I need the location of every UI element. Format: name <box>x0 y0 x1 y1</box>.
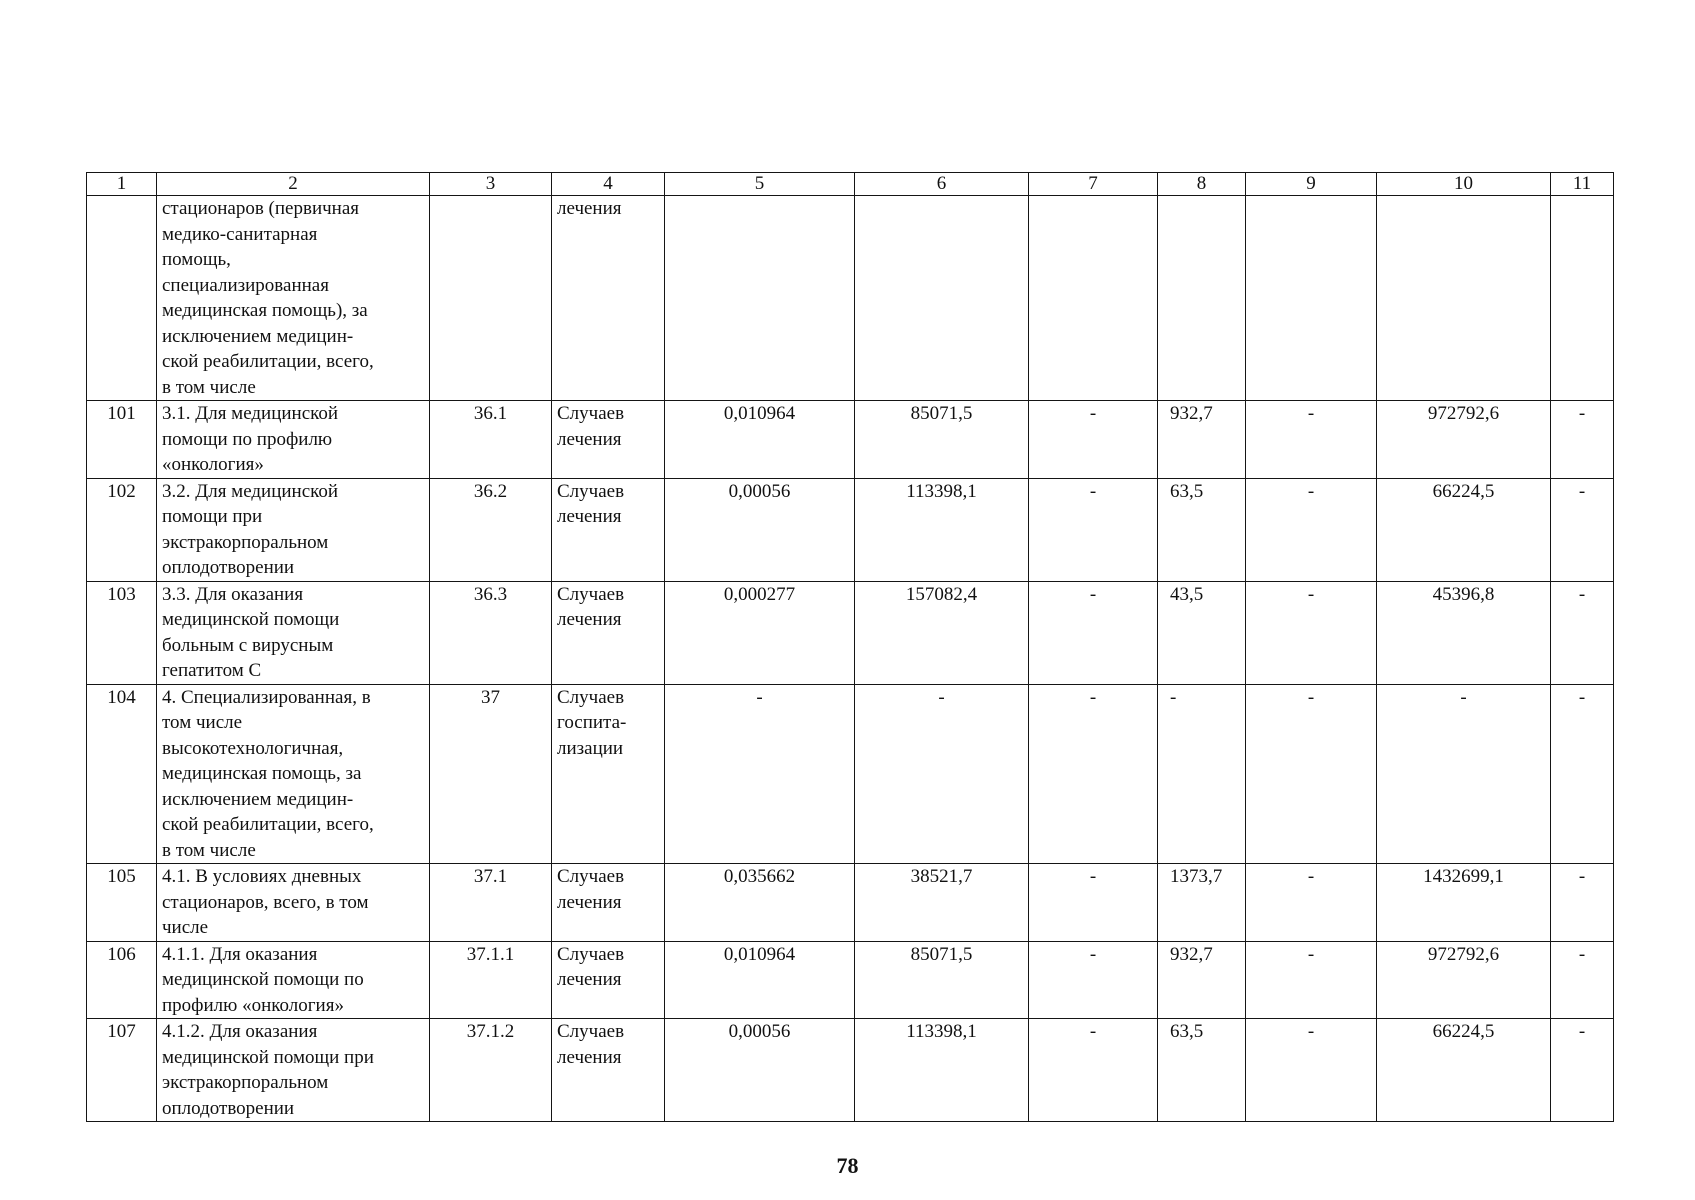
table-cell-col-10: 972792,6 <box>1377 401 1551 479</box>
table-cell-col-5: 0,00056 <box>665 1019 855 1122</box>
table-cell-col-6 <box>855 196 1029 401</box>
table-cell-col-4: Случаев лечения <box>552 401 665 479</box>
table-cell-col-1 <box>87 196 157 401</box>
table-cell-col-11: - <box>1551 401 1614 479</box>
table-cell-col-7: - <box>1029 478 1158 581</box>
table-body <box>87 173 1614 1122</box>
table-cell-col-1: 103 <box>87 581 157 684</box>
table-cell-col-1: 102 <box>87 478 157 581</box>
table-cell-col-10: 1432699,1 <box>1377 864 1551 942</box>
table-cell-col-11: - <box>1551 864 1614 942</box>
table-cell-col-9: - <box>1246 684 1377 864</box>
table-cell-col-3 <box>430 196 552 401</box>
table-cell-col-10: - <box>1377 684 1551 864</box>
table-cell-col-8: 63,5 <box>1158 478 1246 581</box>
table-cell-col-11: - <box>1551 1019 1614 1122</box>
table-cell-col-11: - <box>1551 478 1614 581</box>
table-cell-col-9: - <box>1246 941 1377 1019</box>
column-header: 6 <box>855 173 1029 196</box>
table-cell-col-10: 972792,6 <box>1377 941 1551 1019</box>
table-row <box>87 684 1614 864</box>
table-cell-col-8: 932,7 <box>1158 941 1246 1019</box>
table-cell-col-3: 37.1.1 <box>430 941 552 1019</box>
page-number: 78 <box>836 1153 859 1178</box>
table-cell-col-2: стационаров (первичная медико-санитарная помощь, специализированная медицинская помощь), за исключением медицин- ской реабилитации, всего, в том числе <box>157 196 430 401</box>
table-cell-col-6: 85071,5 <box>855 941 1029 1019</box>
table-cell-col-1: 106 <box>87 941 157 1019</box>
table-cell-col-11: - <box>1551 941 1614 1019</box>
table-cell-col-5: 0,035662 <box>665 864 855 942</box>
table-row <box>87 864 1614 942</box>
table-cell-col-4: лечения <box>552 196 665 401</box>
table-cell-col-5: 0,010964 <box>665 941 855 1019</box>
table-cell-col-2: 3.3. Для оказания медицинской помощи больным с вирусным гепатитом С <box>157 581 430 684</box>
table-cell-col-2: 3.2. Для медицинской помощи при экстракорпоральном оплодотворении <box>157 478 430 581</box>
table-cell-col-9: - <box>1246 864 1377 942</box>
table-cell-col-9: - <box>1246 401 1377 479</box>
table-cell-col-6: 113398,1 <box>855 1019 1029 1122</box>
table-cell-col-9: - <box>1246 1019 1377 1122</box>
table-row <box>87 401 1614 479</box>
table-cell-col-9: - <box>1246 478 1377 581</box>
table-cell-col-3: 37.1.2 <box>430 1019 552 1122</box>
table-cell-col-2: 4.1.1. Для оказания медицинской помощи по профилю «онкология» <box>157 941 430 1019</box>
table-cell-col-2: 4. Специализированная, в том числе высокотехнологичная, медицинская помощь, за исключением медицин- ской реабилитации, всего, в том числе <box>157 684 430 864</box>
table-cell-col-5: 0,010964 <box>665 401 855 479</box>
table-cell-col-4: Случаев лечения <box>552 941 665 1019</box>
table-cell-col-8: - <box>1158 684 1246 864</box>
table-cell-col-1: 105 <box>87 864 157 942</box>
table-cell-col-7: - <box>1029 941 1158 1019</box>
table-cell-col-7: - <box>1029 401 1158 479</box>
table-cell-col-10 <box>1377 196 1551 401</box>
table-cell-col-8: 932,7 <box>1158 401 1246 479</box>
table-cell-col-4: Случаев лечения <box>552 864 665 942</box>
data-table <box>86 172 1614 1122</box>
table-cell-col-7: - <box>1029 581 1158 684</box>
table-cell-col-9 <box>1246 196 1377 401</box>
table-cell-col-9: - <box>1246 581 1377 684</box>
table-cell-col-6: 113398,1 <box>855 478 1029 581</box>
table-cell-col-10: 45396,8 <box>1377 581 1551 684</box>
table-cell-col-2: 4.1. В условиях дневных стационаров, всего, в том числе <box>157 864 430 942</box>
table-cell-col-4: Случаев лечения <box>552 478 665 581</box>
column-header: 5 <box>665 173 855 196</box>
table-cell-col-1: 101 <box>87 401 157 479</box>
table-cell-col-2: 4.1.2. Для оказания медицинской помощи при экстракорпоральном оплодотворении <box>157 1019 430 1122</box>
table-row <box>87 941 1614 1019</box>
column-header: 4 <box>552 173 665 196</box>
table-cell-col-5: 0,000277 <box>665 581 855 684</box>
table-cell-col-7: - <box>1029 1019 1158 1122</box>
table-cell-col-11: - <box>1551 581 1614 684</box>
table-cell-col-3: 37 <box>430 684 552 864</box>
column-header: 2 <box>157 173 430 196</box>
table-row <box>87 1019 1614 1122</box>
table-cell-col-5 <box>665 196 855 401</box>
column-header: 9 <box>1246 173 1377 196</box>
table-cell-col-1: 107 <box>87 1019 157 1122</box>
table-cell-col-8: 63,5 <box>1158 1019 1246 1122</box>
column-header: 1 <box>87 173 157 196</box>
table-cell-col-8: 1373,7 <box>1158 864 1246 942</box>
table-cell-col-6: 85071,5 <box>855 401 1029 479</box>
table-cell-col-2: 3.1. Для медицинской помощи по профилю «онкология» <box>157 401 430 479</box>
table-cell-col-7 <box>1029 196 1158 401</box>
table-row <box>87 478 1614 581</box>
table-cell-col-8 <box>1158 196 1246 401</box>
column-number-header-row <box>87 173 1614 196</box>
table-row <box>87 196 1614 401</box>
table-cell-col-6: 38521,7 <box>855 864 1029 942</box>
table-cell-col-4: Случаев лечения <box>552 581 665 684</box>
table-cell-col-10: 66224,5 <box>1377 478 1551 581</box>
table-cell-col-3: 37.1 <box>430 864 552 942</box>
table-cell-col-11: - <box>1551 684 1614 864</box>
table-cell-col-3: 36.2 <box>430 478 552 581</box>
table-cell-col-6: - <box>855 684 1029 864</box>
table-cell-col-3: 36.3 <box>430 581 552 684</box>
table-cell-col-5: 0,00056 <box>665 478 855 581</box>
column-header: 8 <box>1158 173 1246 196</box>
table-cell-col-5: - <box>665 684 855 864</box>
table-cell-col-6: 157082,4 <box>855 581 1029 684</box>
table-cell-col-4: Случаев лечения <box>552 1019 665 1122</box>
table-cell-col-11 <box>1551 196 1614 401</box>
table-cell-col-7: - <box>1029 684 1158 864</box>
table-cell-col-8: 43,5 <box>1158 581 1246 684</box>
table-row <box>87 581 1614 684</box>
table-cell-col-3: 36.1 <box>430 401 552 479</box>
table-cell-col-4: Случаев госпита- лизации <box>552 684 665 864</box>
column-header: 11 <box>1551 173 1614 196</box>
table-cell-col-10: 66224,5 <box>1377 1019 1551 1122</box>
table-cell-col-7: - <box>1029 864 1158 942</box>
column-header: 7 <box>1029 173 1158 196</box>
column-header: 10 <box>1377 173 1551 196</box>
column-header: 3 <box>430 173 552 196</box>
table-cell-col-1: 104 <box>87 684 157 864</box>
